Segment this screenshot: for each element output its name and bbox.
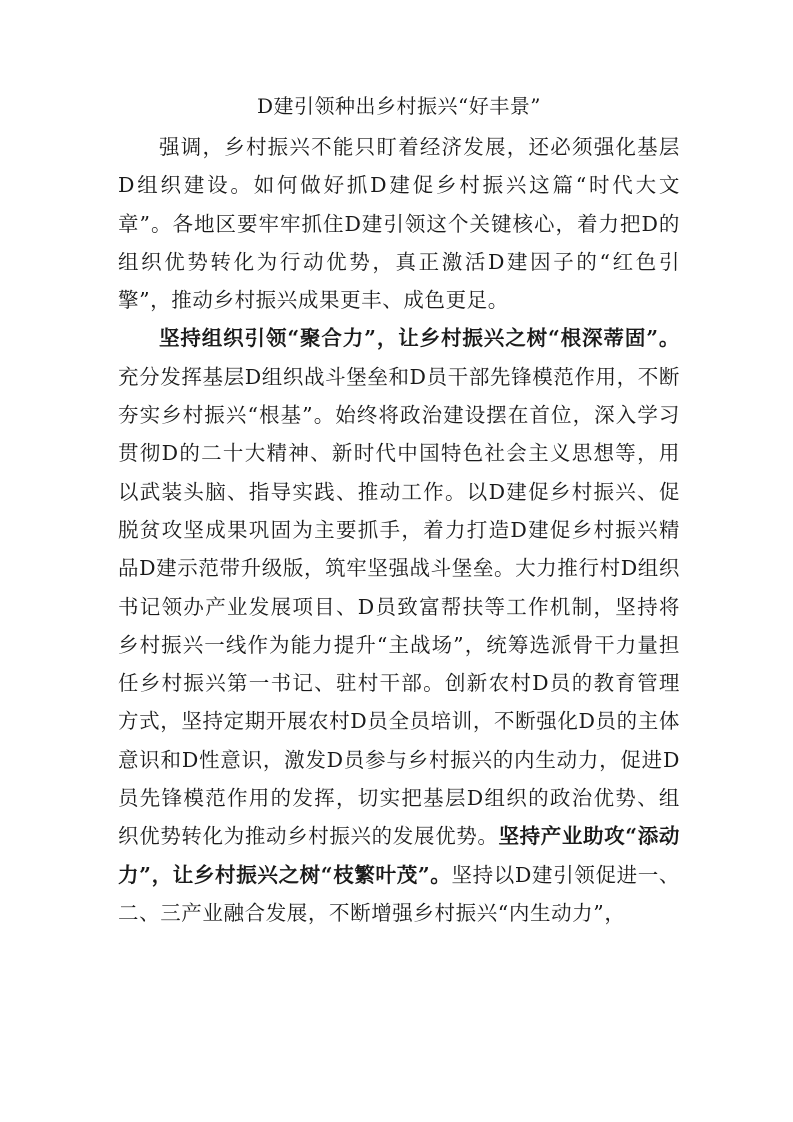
paragraph-body <box>118 319 680 932</box>
section-heading-industry: 坚持产业助攻“添动力”，让乡村振兴之树“枝繁叶茂”。 <box>118 824 680 887</box>
document-page <box>118 88 680 932</box>
document-title: D建引领种出乡村振兴“好丰景” <box>257 94 541 118</box>
paragraph-intro-text: 强调，乡村振兴不能只盯着经济发展，还必须强化基层D组织建设。如何做好抓D建促乡村振兴这篇“时代大文章”。各地区要牢牢抓住D建引领这个关键核心，着力把D的组织优势转化为行动优势，真正激活D建因子的“红色引擎”，推动乡村振兴成果更丰、成色更足。 <box>118 135 680 313</box>
section-body-organization: 充分发挥基层D组织战斗堡垒和D员干部先锋模范作用，不断夯实乡村振兴“根基”。始终将政治建设摆在首位，深入学习贯彻D的二十大精神、新时代中国特色社会主义思想等，用以武装头脑、指导实践、推动工作。以D建促乡村振兴、促脱贫攻坚成果巩固为主要抓手，着力打造D建促乡村振兴精品D建示范带升级版，筑牢坚强战斗堡垒。大力推行村D组织书记领办产业发展项目、D员致富帮扶等工作机制，坚持将乡村振兴一线作为能力提升“主战场”，统筹选派骨干力量担任乡村振兴第一书记、驻村干部。创新农村D员的教育管理方式，坚持定期开展农村D员全员培训，不断强化D员的主体意识和D性意识，激发D员参与乡村振兴的内生动力，促进D员先锋模范作用的发挥，切实把基层D组织的政治优势、组织优势转化为推动乡村振兴的发展优势。 <box>118 364 680 849</box>
section-heading-organization: 坚持组织引领“聚合力”，让乡村振兴之树“根深蒂固”。 <box>159 326 680 351</box>
section-body-industry: 坚持以D建引领促进一、二、三产业融合发展，不断增强乡村振兴“内生动力”， <box>118 862 680 925</box>
paragraph-intro <box>118 128 680 319</box>
